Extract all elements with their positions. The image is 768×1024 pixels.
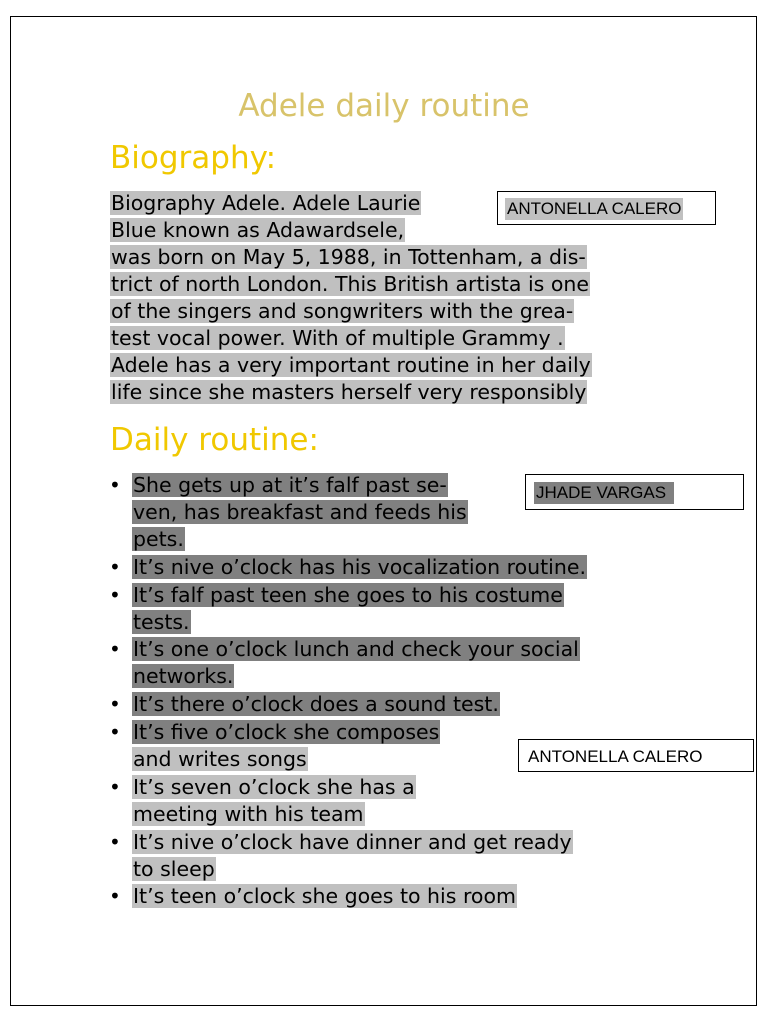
bullet-icon: •: [109, 692, 121, 716]
name-textbox-jhade: [525, 474, 744, 510]
routine-line: It’s there o’clock does a sound test.: [133, 692, 499, 716]
name-label: ANTONELLA CALERO: [528, 747, 703, 766]
routine-line: and writes songs: [133, 747, 307, 771]
biography-line: life since she masters herself very responsibly: [111, 380, 587, 404]
name-label: ANTONELLA CALERO: [507, 199, 682, 218]
routine-line: tests.: [133, 610, 190, 634]
bullet-icon: •: [109, 473, 121, 497]
routine-line: It’s five o’clock she composes: [133, 720, 440, 744]
routine-line: It’s nive o’clock have dinner and get ready: [133, 830, 572, 854]
name-textbox-antonella-bottom: [518, 739, 754, 772]
daily-routine-heading: Daily routine:: [110, 422, 319, 458]
biography-heading: Biography:: [110, 140, 277, 176]
routine-line: She gets up at it’s falf past se-: [133, 473, 447, 497]
routine-line: ven, has breakfast and feeds his: [133, 500, 467, 524]
biography-line: Blue known as Adawardsele,: [111, 218, 405, 242]
bullet-icon: •: [109, 637, 121, 661]
bullet-icon: •: [109, 583, 121, 607]
routine-line: pets.: [133, 527, 184, 551]
bullet-icon: •: [109, 775, 121, 799]
routine-line: networks.: [133, 664, 234, 688]
routine-line: It’s one o’clock lunch and check your social: [133, 637, 579, 661]
routine-line: It’s teen o’clock she goes to his room: [133, 884, 516, 908]
bullet-icon: •: [109, 884, 121, 908]
document-title: Adele daily routine: [238, 88, 530, 124]
routine-line: to sleep: [133, 857, 215, 881]
name-textbox-antonella-top: [497, 191, 716, 225]
biography-line: Biography Adele. Adele Laurie: [111, 191, 421, 215]
bullet-icon: •: [109, 830, 121, 854]
biography-line: trict of north London. This British artista is one: [111, 272, 590, 296]
biography-line: Adele has a very important routine in her daily: [111, 353, 591, 377]
biography-line: was born on May 5, 1988, in Tottenham, a dis-: [111, 245, 586, 269]
routine-line: meeting with his team: [133, 802, 364, 826]
bullet-icon: •: [109, 555, 121, 579]
name-label: JHADE VARGAS: [534, 482, 674, 504]
bullet-icon: •: [109, 720, 121, 744]
biography-line: test vocal power. With of multiple Grammy .: [111, 326, 564, 350]
biography-line: of the singers and songwriters with the grea-: [111, 299, 574, 323]
routine-line: It’s seven o’clock she has a: [133, 775, 415, 799]
routine-line: It’s falf past teen she goes to his costume: [133, 583, 563, 607]
routine-line: It’s nive o’clock has his vocalization routine.: [133, 555, 586, 579]
